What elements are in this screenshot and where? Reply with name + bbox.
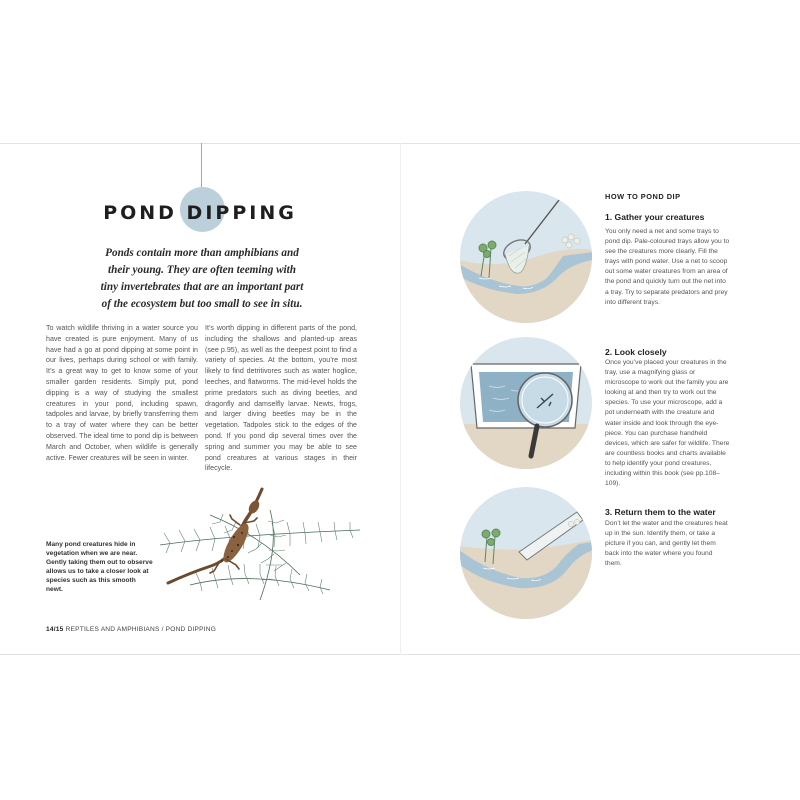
- step-1-text: You only need a net and some trays to pond dip. Pale-coloured trays allow you to see the creatures more clearly. Fill the trays with pond water. Use a net to scoop out some water creatures from an area of the pond and quickly turn out the net into a tray. Try to separate predators and prey into different trays.: [605, 228, 730, 306]
- step-3-text: Don’t let the water and the creatures heat up in the sun. Identify them, or take a picture if you can, and gently let them back into the water where you found them.: [605, 520, 728, 568]
- step-2-heading: 2. Look closely: [605, 347, 667, 357]
- howto-heading: HOW TO POND DIP: [605, 192, 681, 201]
- newt-caption: Many pond creatures hide in vegetation when we are near. Gently taking them out to observe allows us to take a closer look at species such as this smooth newt.: [46, 541, 153, 593]
- magnifier-tray-illustration: [459, 336, 593, 470]
- footer-page-numbers: 14/15: [46, 626, 64, 633]
- newt-illustration: [150, 475, 370, 610]
- title-hang-line: [201, 143, 202, 189]
- net-scene-illustration: [459, 190, 593, 324]
- page-title: POND DIPPING: [103, 202, 297, 224]
- step-1-heading: 1. Gather your creatures: [605, 212, 705, 222]
- return-water-illustration: [459, 486, 593, 620]
- footer-section: REPTILES AND AMPHIBIANS / POND DIPPING: [65, 626, 217, 633]
- body-column-1: To watch wildlife thriving in a water source you have created is pure enjoyment. Many of us have had a go at pond dipping at some point in our lives, perhaps during school or with family. It’s a great way to get to know some of your smaller garden residents. Simply put, pond dipping is a way of studying the smallest creatures in your pond, including spawn, tadpoles and larvae, by briefly transferring them to a tray of water where they can be better observed. The ideal time to pond dip is between March and October, when wildlife is generally active. Fewer creatures will be seen in winter.: [46, 324, 198, 462]
- step-2-text: Once you’ve placed your creatures in the tray, use a magnifying glass or microscope to work out the family you are looking at and then try to work out the species. To use your microscope, add a pot underneath with the creature and water inside and look through the eye-piece. You can purchase handheld devices, which are safer for wildlife. There are countless books and charts available to help identify your pond creatures, including within this book (see pp.108–109).: [605, 359, 730, 488]
- page-footer: [46, 626, 216, 633]
- body-column-2: It’s worth dipping in different parts of the pond, including the shallows and planted-up areas (see p.95), as well as the deepest point to find a variety of species. At the bottom, you’re most likely to find detritivores such as water hoglice, leeches, and flatworms. The mid-level holds the prime predators such as diving beetles, and dragonfly and damselfly larvae. Newts, frogs, and larger diving beetles may be in the vegetation. Tadpoles stick to the edges of the pond. If you pond dip several times over the spring and summer you may be able to see pond creatures at various stages in their lifecycle.: [205, 324, 357, 473]
- page-gutter: [400, 143, 401, 655]
- step-3-heading: 3. Return them to the water: [605, 507, 716, 517]
- intro-text: Ponds contain more than amphibians and their young. They are often teeming with tiny invertebrates that are an important part of the ecosystem but too small to see in situ.: [100, 247, 304, 310]
